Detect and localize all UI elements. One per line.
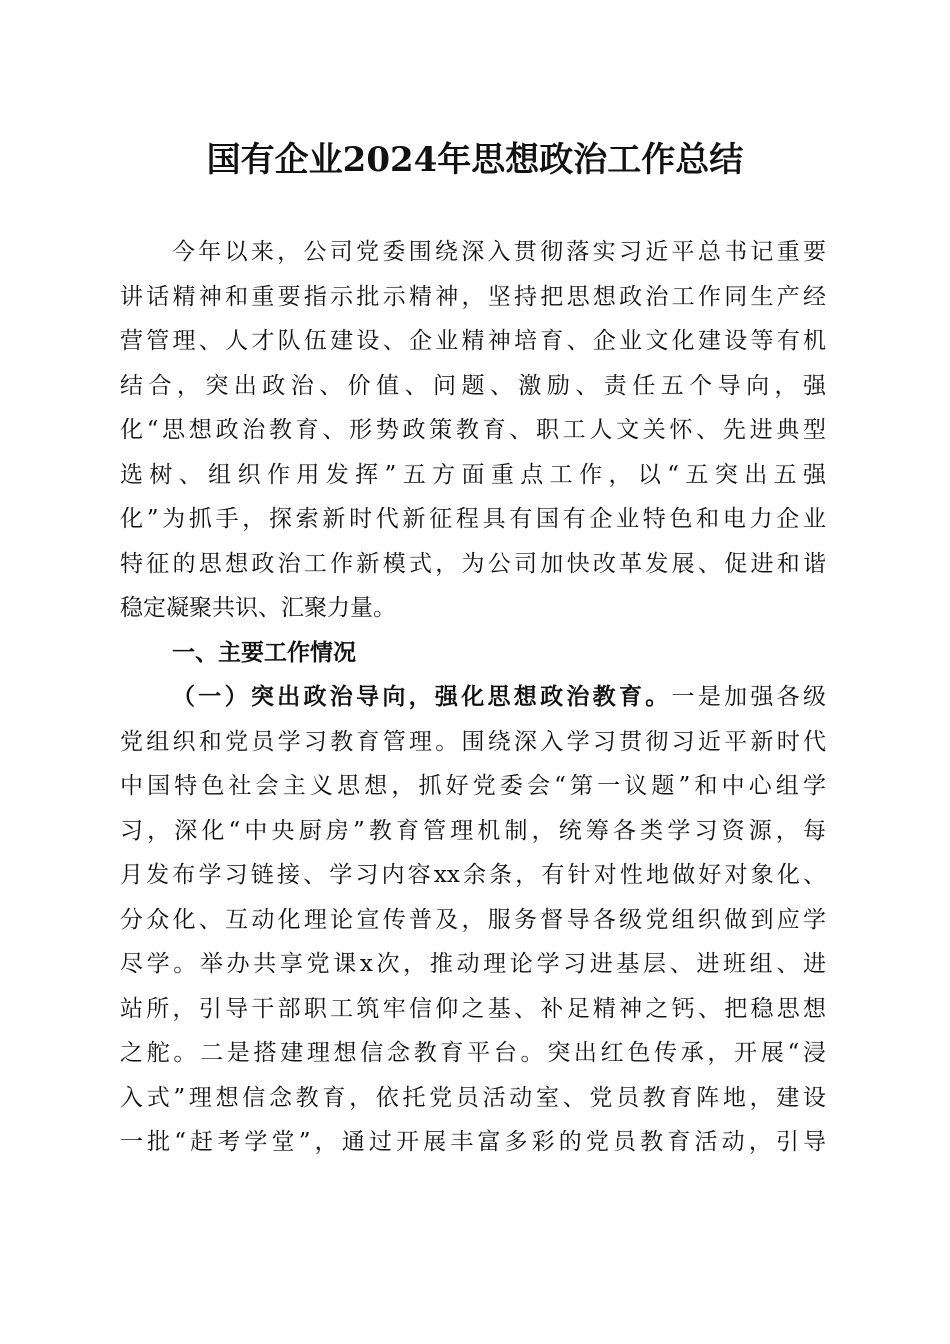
paragraph-line: 月发布学习链接、学习内容xx余条，有针对性地做好对象化、	[120, 862, 826, 888]
paragraph-line: 化“思想政治教育、形势政策教育、职工人文关怀、先进典型	[120, 417, 826, 443]
paragraph-line: 习，深化“中央厨房”教育管理机制，统筹各类学习资源，每	[120, 817, 826, 844]
paragraph-line: 选树、组织作用发挥”五方面重点工作，以“五突出五强	[120, 461, 826, 488]
paragraph-line	[120, 675, 826, 720]
paragraph-line: 稳定凝聚共识、汇聚力量。	[120, 595, 396, 621]
paragraph-line: 中国特色社会主义思想，抓好党委会“第一议题”和中心组学	[120, 773, 826, 799]
subsection-lead-rest: 一是加强各级	[671, 684, 827, 710]
section-heading: 一、主要工作情况	[172, 639, 356, 666]
paragraph-line: 今年以来，公司党委围绕深入贯彻落实习近平总书记重要	[172, 239, 826, 265]
paragraph-line: 结合，突出政治、价值、问题、激励、责任五个导向，强	[120, 372, 826, 399]
paragraph-line: 营管理、人才队伍建设、企业精神培育、企业文化建设等有机	[120, 328, 826, 354]
paragraph-line: 讲话精神和重要指示批示精神，坚持把思想政治工作同生产经	[120, 283, 826, 310]
paragraph-line: 入式”理想信念教育，依托党员活动室、党员教育阵地，建设	[120, 1084, 826, 1111]
document-body	[120, 230, 826, 1165]
intro-paragraph	[120, 230, 826, 631]
paragraph-line: 站所，引导干部职工筑牢信仰之基、补足精神之钙、把稳思想	[120, 995, 826, 1022]
paragraph-line: 党组织和党员学习教育管理。围绕深入学习贯彻习近平新时代	[120, 728, 826, 755]
subsection-lead: （一）突出政治导向，强化思想政治教育。	[172, 683, 672, 710]
subsection-paragraph	[120, 675, 826, 1165]
paragraph-line: 一批“赶考学堂”，通过开展丰富多彩的党员教育活动，引导	[120, 1129, 826, 1155]
paragraph-line: 分众化、互动化理论宣传普及，服务督导各级党组织做到应学	[120, 906, 826, 933]
paragraph-line: 化”为抓手，探索新时代新征程具有国有企业特色和电力企业	[120, 506, 826, 532]
paragraph-line: 之舵。二是搭建理想信念教育平台。突出红色传承，开展“浸	[120, 1040, 826, 1066]
document-title: 国有企业2024年思想政治工作总结	[206, 140, 744, 180]
paragraph-line: 尽学。举办共享党课x次，推动理论学习进基层、进班组、进	[120, 951, 826, 977]
paragraph-line: 特征的思想政治工作新模式，为公司加快改革发展、促进和谐	[120, 550, 826, 577]
